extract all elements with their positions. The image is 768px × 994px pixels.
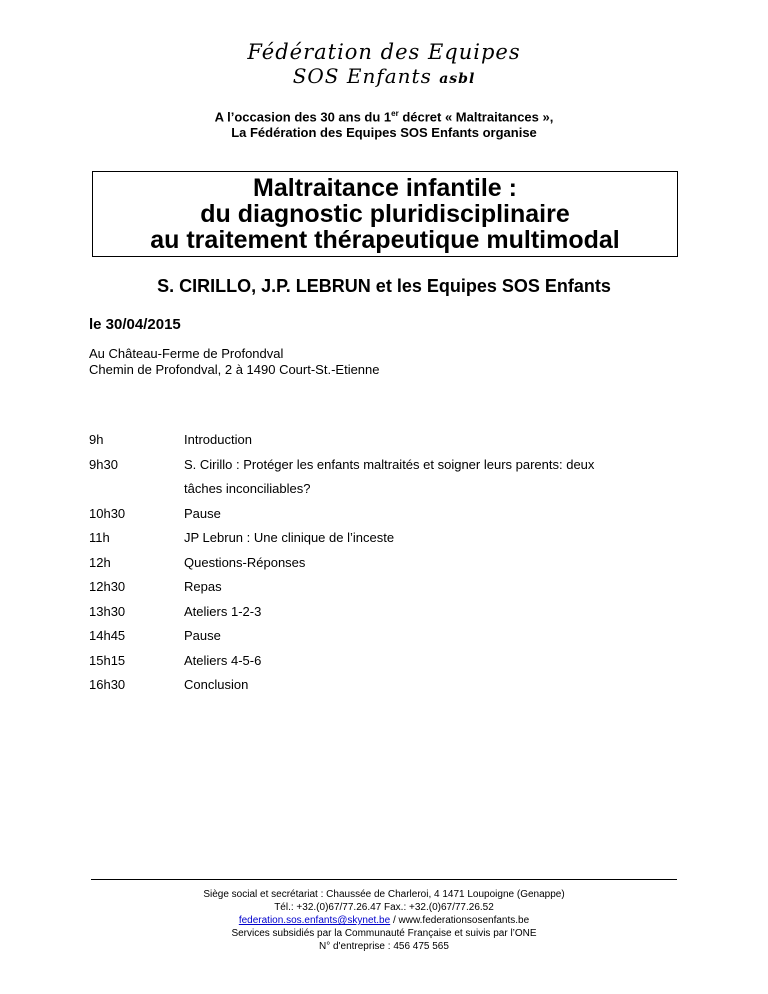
- intro-line1-end: décret « Maltraitances »,: [398, 109, 554, 125]
- schedule-desc: Questions-Réponses: [184, 554, 306, 570]
- footer: [0, 888, 768, 953]
- schedule-row: [89, 428, 689, 453]
- venue: [89, 346, 380, 378]
- schedule-row: [89, 526, 689, 551]
- schedule-desc: Conclusion: [184, 677, 249, 692]
- org-name-line2: [0, 64, 768, 91]
- schedule-time: 9h: [89, 432, 104, 447]
- footer-subsidy: Services subsidiés par la Communauté Française et suivis par l’ONE: [231, 928, 537, 939]
- footer-divider: [91, 879, 677, 880]
- schedule-time: 9h30: [89, 456, 118, 472]
- schedule-desc: Ateliers 1-2-3: [184, 603, 262, 619]
- venue-name: Au Château-Ferme de Profondval: [89, 346, 284, 361]
- schedule-time: 15h15: [89, 652, 126, 668]
- schedule-desc: S. Cirillo : Protéger les enfants maltraités et soigner leurs parents: deux: [184, 456, 595, 472]
- schedule: [89, 428, 689, 698]
- schedule-row: [89, 600, 689, 625]
- event-title-box: [92, 171, 678, 257]
- footer-address: Siège social et secrétariat : Chaussée de Charleroi, 4 1471 Loupoigne (Genappe): [203, 889, 565, 900]
- org-legal-suffix: asbl: [439, 71, 476, 87]
- schedule-row: [89, 502, 689, 527]
- schedule-time: 13h30: [89, 603, 126, 619]
- venue-address: Chemin de Profondval, 2 à 1490 Court-St.-Etienne: [89, 362, 380, 377]
- schedule-time: 10h30: [89, 505, 126, 521]
- schedule-desc: Repas: [184, 579, 222, 594]
- title-line3: au traitement thérapeutique multimodal: [150, 226, 620, 254]
- schedule-desc: Pause: [184, 505, 221, 521]
- org-name-line1: Fédération des Equipes: [247, 40, 521, 64]
- title-line1: Maltraitance infantile :: [253, 174, 517, 202]
- schedule-row: [89, 649, 689, 674]
- org-name-main: SOS Enfants: [292, 64, 432, 88]
- footer-phone-fax: Tél.: +32.(0)67/77.26.47 Fax.: +32.(0)67/77.26.52: [274, 902, 494, 913]
- schedule-row: [89, 624, 689, 649]
- schedule-row: [89, 551, 689, 576]
- schedule-time: 14h45: [89, 628, 126, 643]
- schedule-desc-continued: tâches inconciliables?: [184, 481, 311, 496]
- intro-line1-start: A l’occasion des 30 ans du 1: [214, 109, 392, 125]
- email-link[interactable]: federation.sos.enfants@skynet.be: [238, 915, 391, 926]
- schedule-time: 12h30: [89, 579, 126, 594]
- footer-contact: [0, 914, 768, 927]
- schedule-row: [89, 673, 689, 698]
- event-date: le 30/04/2015: [89, 316, 181, 333]
- schedule-time: 16h30: [89, 677, 126, 692]
- intro-line1: [0, 106, 768, 125]
- organization-name: [0, 40, 768, 91]
- schedule-time: 12h: [89, 554, 111, 570]
- footer-company-number: N° d'entreprise : 456 475 565: [319, 941, 449, 952]
- schedule-row: [89, 453, 689, 502]
- schedule-time: 11h: [89, 530, 110, 545]
- title-line2: du diagnostic pluridisciplinaire: [200, 200, 570, 228]
- intro-text: [0, 106, 768, 141]
- schedule-desc: Introduction: [184, 432, 252, 447]
- intro-superscript: er: [391, 109, 399, 118]
- speakers: S. CIRILLO, J.P. LEBRUN et les Equipes SOS Enfants: [157, 276, 611, 296]
- footer-website: / www.federationsosenfants.be: [390, 915, 530, 926]
- schedule-desc: JP Lebrun : Une clinique de l’inceste: [184, 530, 395, 545]
- schedule-desc: Pause: [184, 628, 221, 643]
- schedule-row: [89, 575, 689, 600]
- schedule-desc: Ateliers 4-5-6: [184, 652, 262, 668]
- intro-line2: La Fédération des Equipes SOS Enfants organise: [231, 125, 537, 141]
